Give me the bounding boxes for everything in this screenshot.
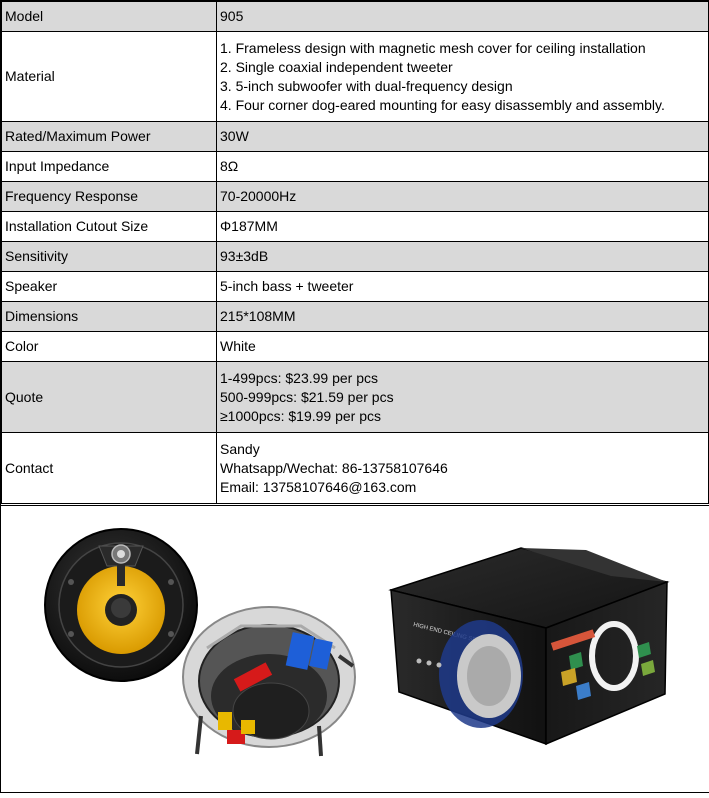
spec-table <box>1 1 709 504</box>
contact-email: Email: 13758107646@163.com <box>220 478 417 495</box>
row-key: Input Impedance <box>2 152 217 182</box>
row-power <box>2 122 709 152</box>
row-key: Contact <box>2 433 217 504</box>
speaker-rear <box>183 607 355 756</box>
row-key: Installation Cutout Size <box>2 212 217 242</box>
contact-whatsapp: Whatsapp/Wechat: 86-13758107646 <box>220 459 448 476</box>
row-value <box>217 32 709 122</box>
row-value: 70-20000Hz <box>217 182 709 212</box>
quote-line: 500-999pcs: $21.59 per pcs <box>220 388 394 405</box>
row-key: Quote <box>2 362 217 433</box>
quote-line: 1-499pcs: $23.99 per pcs <box>220 369 378 386</box>
row-key: Color <box>2 332 217 362</box>
material-line: 3. 5-inch subwoofer with dual-frequency design <box>220 77 513 94</box>
product-photo <box>1 505 709 793</box>
quote-line: ≥1000pcs: $19.99 per pcs <box>220 407 382 424</box>
row-value: 93±3dB <box>217 242 709 272</box>
row-value: White <box>217 332 709 362</box>
material-line: 4. Four corner dog-eared mounting for easy disassembly and assembly. <box>220 96 665 113</box>
row-frequency <box>2 182 709 212</box>
row-contact <box>2 433 709 504</box>
row-key: Material <box>2 32 217 122</box>
row-value: Φ187MM <box>217 212 709 242</box>
row-sensitivity <box>2 242 709 272</box>
row-value: 215*108MM <box>217 302 709 332</box>
row-dimensions <box>2 302 709 332</box>
row-key: Model <box>2 2 217 32</box>
row-value: 905 <box>217 2 709 32</box>
row-material <box>2 32 709 122</box>
row-cutout <box>2 212 709 242</box>
row-key: Rated/Maximum Power <box>2 122 217 152</box>
row-impedance <box>2 152 709 182</box>
row-value <box>217 433 709 504</box>
row-value <box>217 362 709 433</box>
row-speaker <box>2 272 709 302</box>
packaging-box <box>391 548 667 744</box>
row-color <box>2 332 709 362</box>
row-value: 8Ω <box>217 152 709 182</box>
box-label: HIGH END <box>412 622 443 636</box>
product-illustration <box>1 506 709 793</box>
row-model <box>2 2 709 32</box>
row-value: 5-inch bass + tweeter <box>217 272 709 302</box>
row-key: Dimensions <box>2 302 217 332</box>
material-line: 2. Single coaxial independent tweeter <box>220 58 453 75</box>
material-line: 1. Frameless design with magnetic mesh cover for ceiling installation <box>220 39 646 56</box>
contact-name: Sandy <box>220 440 260 457</box>
row-value: 30W <box>217 122 709 152</box>
row-key: Frequency Response <box>2 182 217 212</box>
row-key: Speaker <box>2 272 217 302</box>
row-quote <box>2 362 709 433</box>
speaker-front <box>45 529 197 681</box>
row-key: Sensitivity <box>2 242 217 272</box>
